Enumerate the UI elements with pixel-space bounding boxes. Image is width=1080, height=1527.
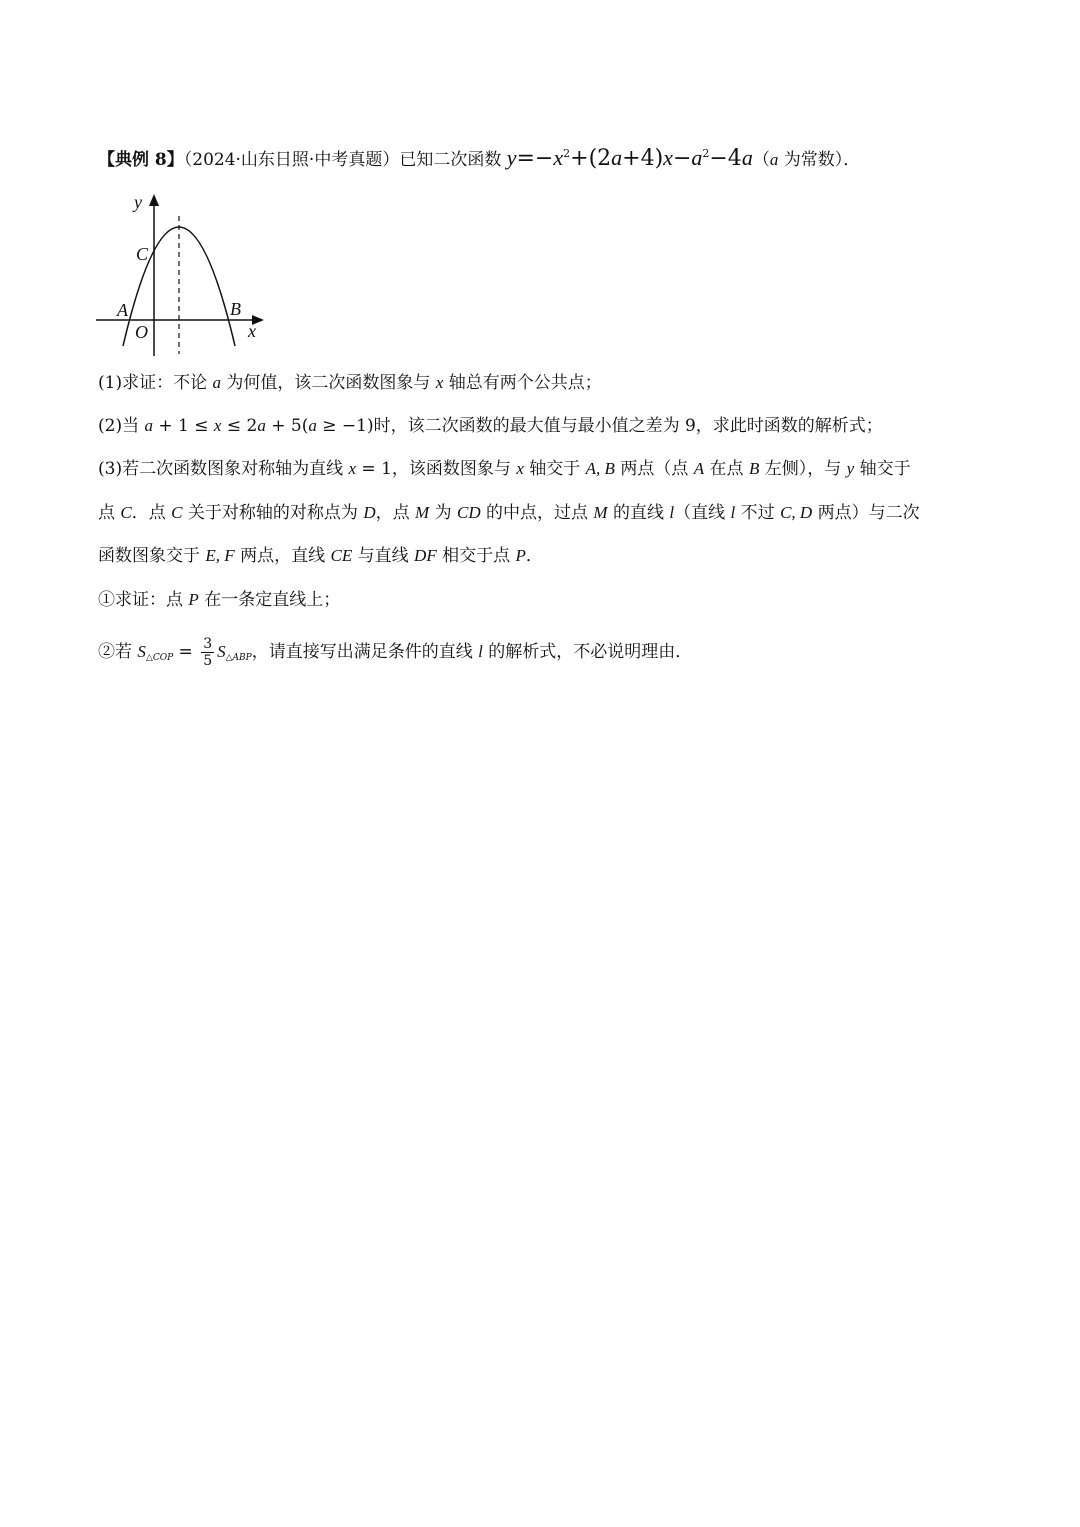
problem-stem: 【典例 8】（2024·山东日照·中考真题）已知二次函数 $y=-x^2+(2a+4)x-a^2-4a(a$ 为常数）． bbox=[98, 145, 861, 171]
label-a: A bbox=[117, 300, 128, 320]
stem-prefix: 已知二次函数 bbox=[399, 150, 502, 170]
label-y: y bbox=[134, 192, 142, 212]
problem-tag: 【典例 8】 bbox=[98, 150, 184, 170]
part-3-line-2: 点 C．点 C 关于对称轴的对称点为 D，点 M 为 CD 的中点，过点 M 的直线 l（直线 l 不过 C, D 两点）与二次 bbox=[98, 503, 920, 523]
part-3-line-1: (3)若二次函数图象对称轴为直线 x = 1，该函数图象与 x 轴交于 A, B 两点（点 A 在点 B 左侧），与 y 轴交于 bbox=[98, 459, 911, 479]
function-equation: $y=-x^2+(2a+4)x-a^2-4a$ bbox=[506, 145, 753, 171]
part-1: (1)求证：不论 a 为何值，该二次函数图象与 x 轴总有两个公共点； bbox=[98, 373, 602, 393]
y-axis-arrow bbox=[149, 194, 159, 206]
sub-question-2: ②若 $S_{\triangle COP}$ = $\frac{3}{5}$ $S_{\triangle ABP}$，请直接写出满足条件的直线 l 的解析式，不必说明理由． bbox=[98, 636, 693, 669]
part-2: (2)当 a + 1 ≤ x ≤ 2a + 5(a ≥ −1)时，该二次函数的最大值与最小值之差为 9，求此时函数的解析式； bbox=[98, 416, 883, 436]
label-b: B bbox=[230, 299, 241, 319]
part-3-line-3: 函数图象交于 E, F 两点，直线 CE 与直线 DF 相交于点 P． bbox=[98, 546, 543, 566]
label-x: x bbox=[248, 321, 256, 341]
fraction-three-fifths: $\frac{3}{5}$ bbox=[203, 636, 213, 669]
label-o: O bbox=[135, 322, 148, 342]
sub-question-1: ①求证：点 P 在一条定直线上； bbox=[98, 590, 341, 610]
label-c: C bbox=[136, 244, 149, 264]
problem-source: （2024·山东日照·中考真题） bbox=[183, 150, 400, 170]
parabola-figure bbox=[92, 188, 272, 358]
